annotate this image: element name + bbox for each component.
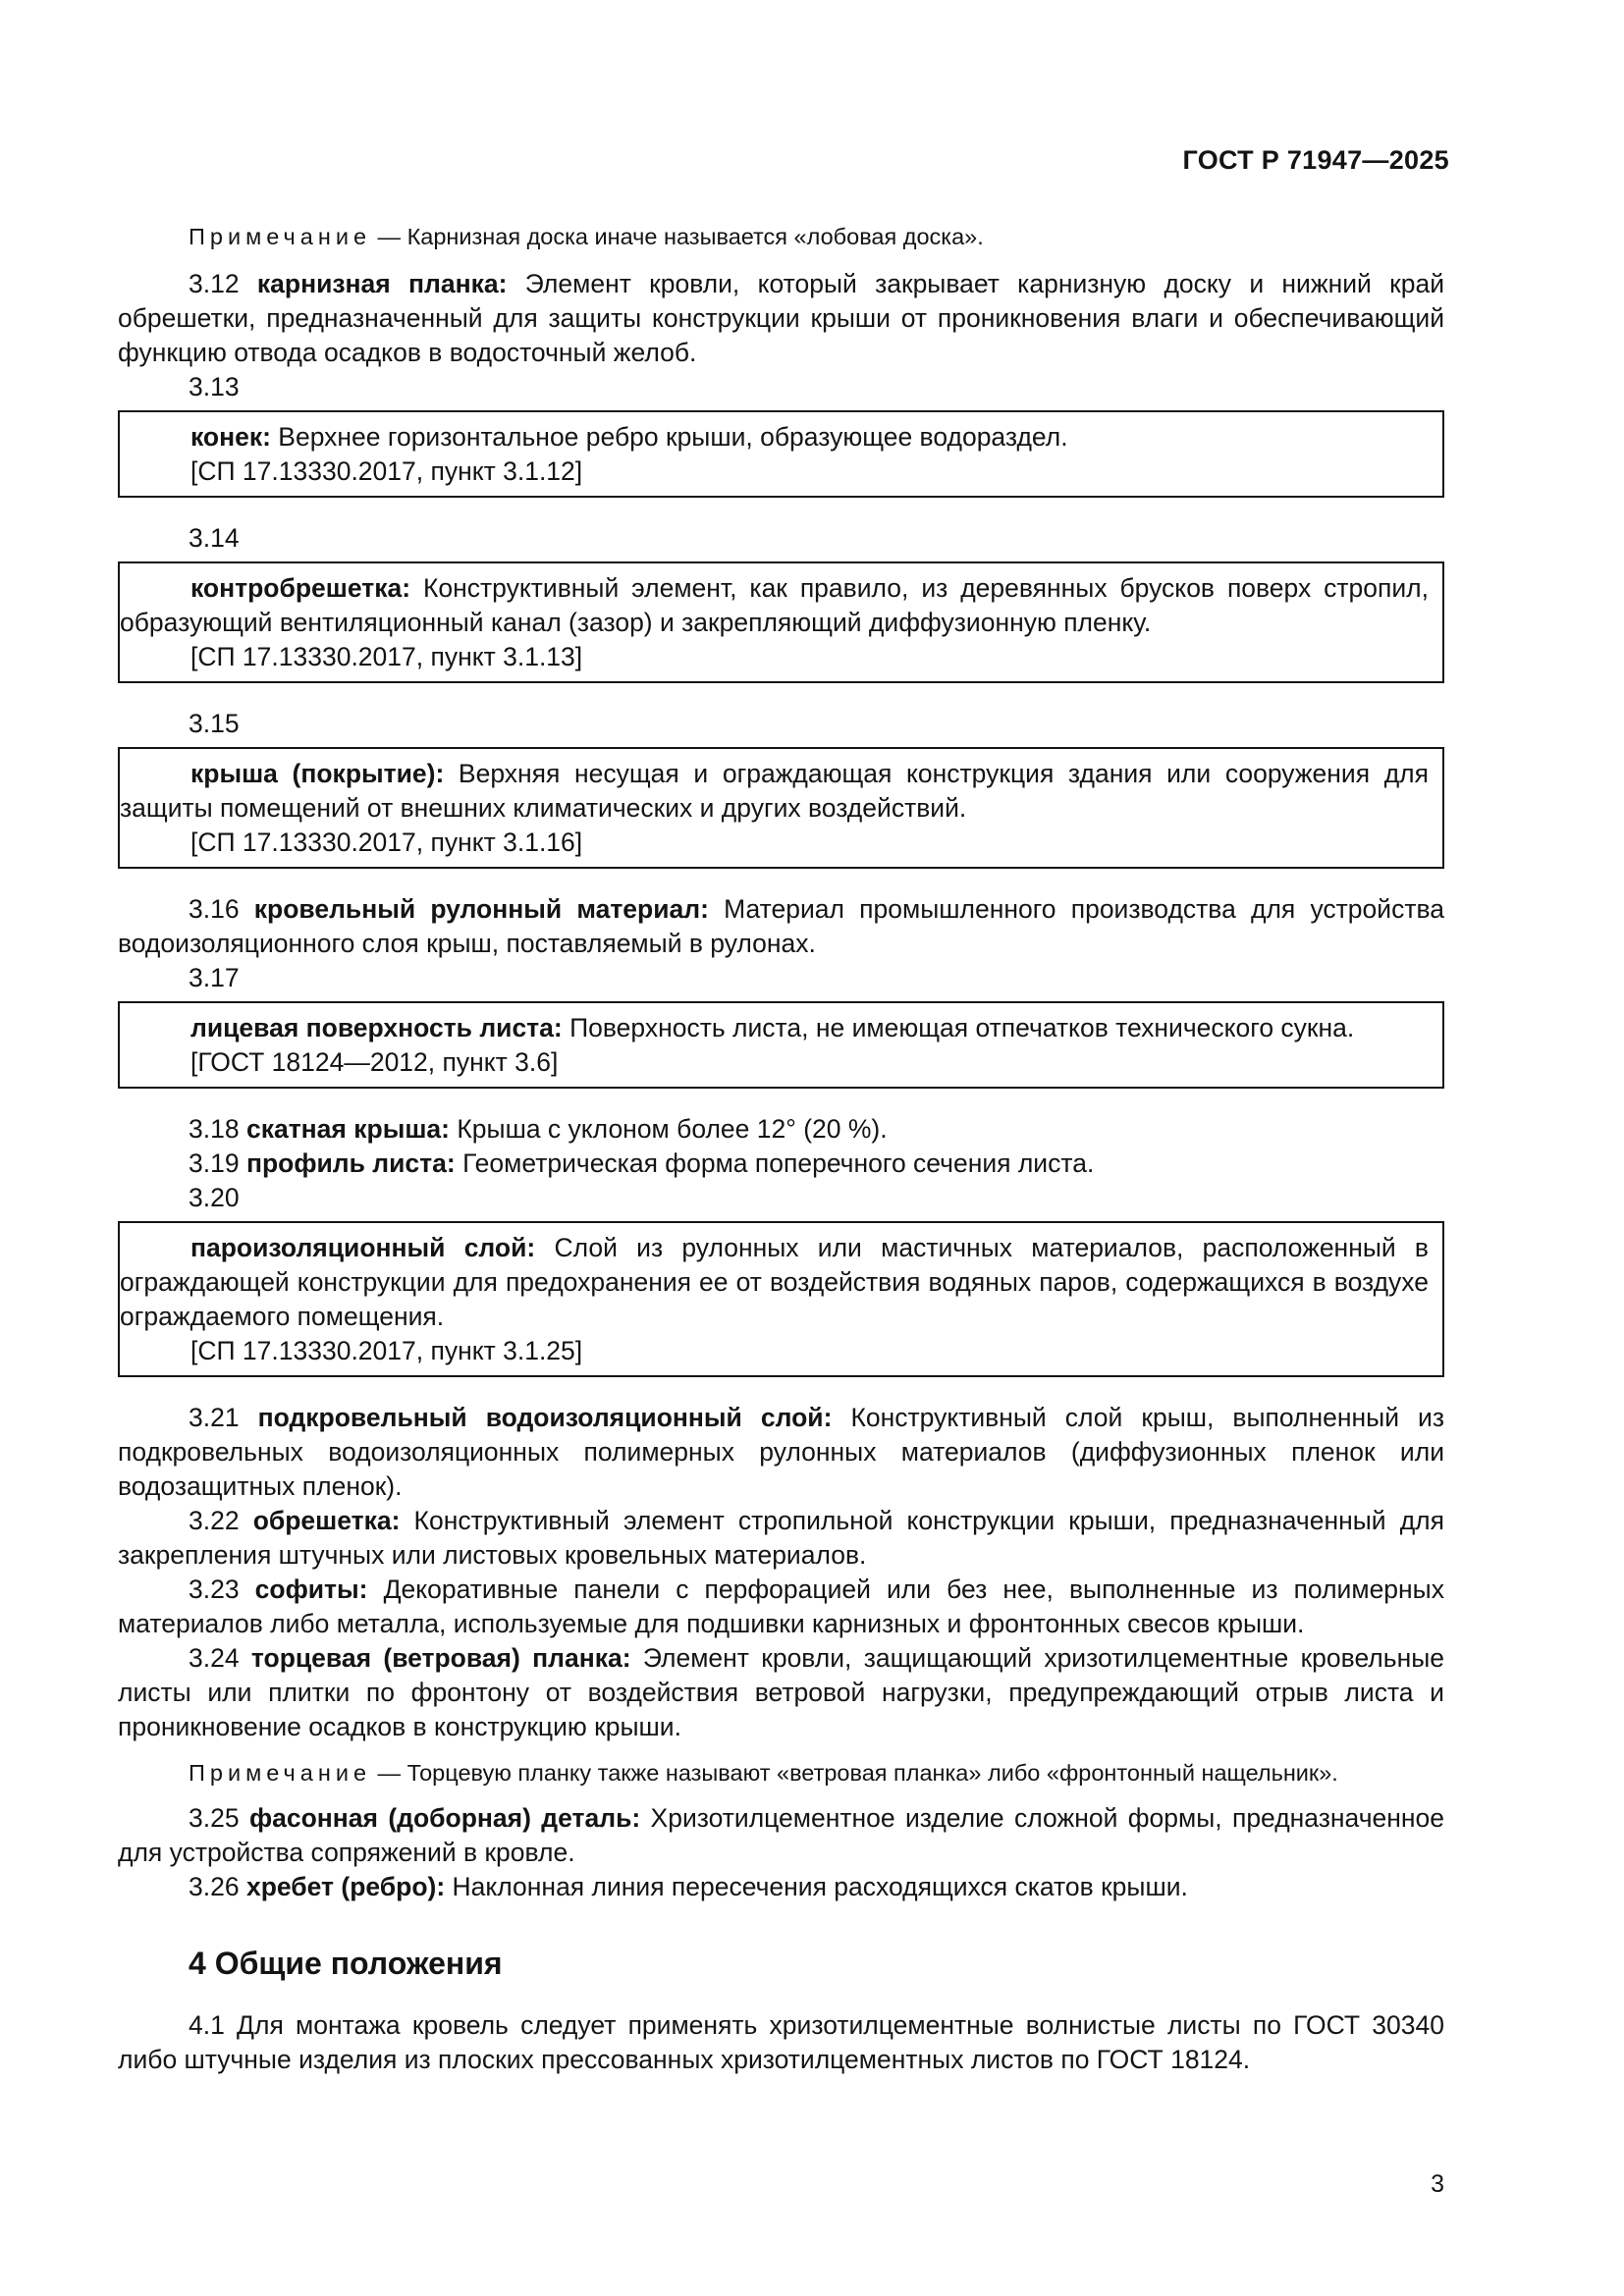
term-3-21 [118, 1401, 1444, 1504]
term-3-12 [118, 267, 1444, 370]
term-name: профиль листа: [245, 1148, 456, 1178]
term-3-20-number: 3.20 [189, 1183, 240, 1212]
term-name: контробрешетка: [190, 573, 411, 603]
term-number: 3.16 [189, 894, 240, 924]
term-name: карнизная планка: [256, 269, 508, 298]
term-3-15 [120, 757, 1429, 826]
term-3-17 [120, 1011, 1429, 1045]
term-name: торцевая (ветровая) планка: [250, 1643, 631, 1673]
term-3-19 [118, 1147, 1444, 1181]
term-name: крыша (покрытие): [190, 759, 445, 788]
term-name: конек: [190, 422, 271, 452]
term-3-15-box [118, 747, 1444, 869]
term-definition: Слой из рулонных или мастичных материалов, расположенный в ограждающей конструкции для предохранения ее от воздействия водяных паров, содержащихся в воздухе ограждаемого помещения. [120, 1233, 1429, 1331]
term-definition: Наклонная линия пересечения расходящихся скатов крыши. [445, 1872, 1188, 1901]
page-number: 3 [1431, 2170, 1444, 2198]
term-number: 3.21 [189, 1403, 240, 1432]
term-number: 3.22 [189, 1506, 240, 1535]
note-text: — Карнизная доска иначе называется «лобовая доска». [371, 224, 984, 249]
term-name: лицевая поверхность листа: [190, 1013, 563, 1042]
term-3-17-box [118, 1001, 1444, 1089]
paragraph-4-1: 4.1 Для монтажа кровель следует применять хризотилцементные волнистые листы по ГОСТ 30340 либо штучные изделия из плоских прессованных хризотилцементных листов по ГОСТ 18124. [118, 2010, 1444, 2074]
term-3-15-number: 3.15 [189, 709, 240, 738]
term-definition: Конструктивный слой крыш, выполненный из подкровельных водоизоляционных полимерных рулонных материалов (диффузионных пленок или водозащитных пленок). [118, 1403, 1444, 1501]
term-number: 3.19 [189, 1148, 240, 1178]
term-3-18 [118, 1112, 1444, 1147]
term-number: 3.24 [189, 1643, 240, 1673]
term-number: 3.12 [189, 269, 240, 298]
term-name: обрешетка: [252, 1506, 401, 1535]
term-3-13 [120, 420, 1429, 454]
term-3-16 [118, 892, 1444, 961]
note-label: Примечание [189, 224, 372, 249]
term-3-14-box [118, 561, 1444, 683]
term-source: [СП 17.13330.2017, пункт 3.1.12] [190, 456, 583, 486]
term-3-26 [118, 1870, 1444, 1904]
section-4-heading: 4 Общие положения [189, 1946, 503, 1981]
term-3-25 [118, 1801, 1444, 1870]
term-number: 3.25 [189, 1803, 240, 1833]
term-3-17-number: 3.17 [189, 963, 240, 992]
term-3-20 [120, 1231, 1429, 1334]
term-3-14 [120, 571, 1429, 640]
term-definition: Материал промышленного производства для устройства водоизоляционного слоя крыш, поставляемый в рулонах. [118, 894, 1444, 958]
term-source: [СП 17.13330.2017, пункт 3.1.16] [190, 828, 583, 857]
note-3-24 [118, 1756, 1444, 1789]
term-definition: Поверхность листа, не имеющая отпечатков технического сукна. [562, 1013, 1355, 1042]
term-3-20-box [118, 1221, 1444, 1377]
term-3-23 [118, 1573, 1444, 1641]
term-source: [СП 17.13330.2017, пункт 3.1.13] [190, 642, 583, 671]
term-source: [СП 17.13330.2017, пункт 3.1.25] [190, 1336, 583, 1365]
term-number: 3.23 [189, 1575, 240, 1604]
term-name: кровельный рулонный материал: [253, 894, 709, 924]
note-3-11 [118, 220, 1444, 253]
term-name: фасонная (доборная) деталь: [248, 1803, 641, 1833]
term-name: софиты: [254, 1575, 368, 1604]
document-code-header: ГОСТ Р 71947—2025 [1182, 145, 1449, 175]
term-definition: Декоративные панели с перфорацией или без нее, выполненные из полимерных материалов либо металла, используемые для подшивки карнизных и фронтонных свесов крыши. [118, 1575, 1444, 1638]
term-definition: Верхняя несущая и ограждающая конструкция здания или сооружения для защиты помещений от внешних климатических и других воздействий. [120, 759, 1429, 823]
term-3-24 [118, 1641, 1444, 1744]
term-definition: Хризотилцементное изделие сложной формы, предназначенное для устройства сопряжений в кровле. [118, 1803, 1444, 1867]
term-name: пароизоляционный слой: [190, 1233, 536, 1262]
term-number: 3.18 [189, 1114, 240, 1144]
term-source: [ГОСТ 18124—2012, пункт 3.6] [190, 1047, 559, 1077]
term-definition: Элемент кровли, защищающий хризотилцементные кровельные листы или плитки по фронтону от воздействия ветровой нагрузки, предупреждающий отрыв листа и проникновение осадков в конструкцию крыши. [118, 1643, 1444, 1741]
term-definition: Геометрическая форма поперечного сечения листа. [455, 1148, 1095, 1178]
term-name: хребет (ребро): [245, 1872, 446, 1901]
document-body [118, 220, 1444, 2077]
term-definition: Верхнее горизонтальное ребро крыши, образующее водораздел. [270, 422, 1068, 452]
note-text: — Торцевую планку также называют «ветровая планка» либо «фронтонный нащельник». [371, 1760, 1338, 1786]
term-name: скатная крыша: [245, 1114, 450, 1144]
term-number: 3.26 [189, 1872, 240, 1901]
term-definition: Крыша с уклоном более 12° (20 %). [449, 1114, 888, 1144]
term-3-14-number: 3.14 [189, 523, 240, 553]
term-definition: Элемент кровли, который закрывает карнизную доску и нижний край обрешетки, предназначенный для защиты конструкции крыши от проникновения влаги и обеспечивающий функцию отвода осадков в водосточный желоб. [118, 269, 1444, 367]
term-definition: Конструктивный элемент стропильной конструкции крыши, предназначенный для закрепления штучных или листовых кровельных материалов. [118, 1506, 1444, 1570]
term-definition: Конструктивный элемент, как правило, из деревянных брусков поверх стропил, образующий вентиляционный канал (зазор) и закрепляющий диффузионную пленку. [120, 573, 1429, 637]
note-label: Примечание [189, 1760, 372, 1786]
term-3-13-box [118, 410, 1444, 498]
term-3-22 [118, 1504, 1444, 1573]
term-3-13-number: 3.13 [189, 372, 240, 401]
term-name: подкровельный водоизоляционный слой: [257, 1403, 833, 1432]
